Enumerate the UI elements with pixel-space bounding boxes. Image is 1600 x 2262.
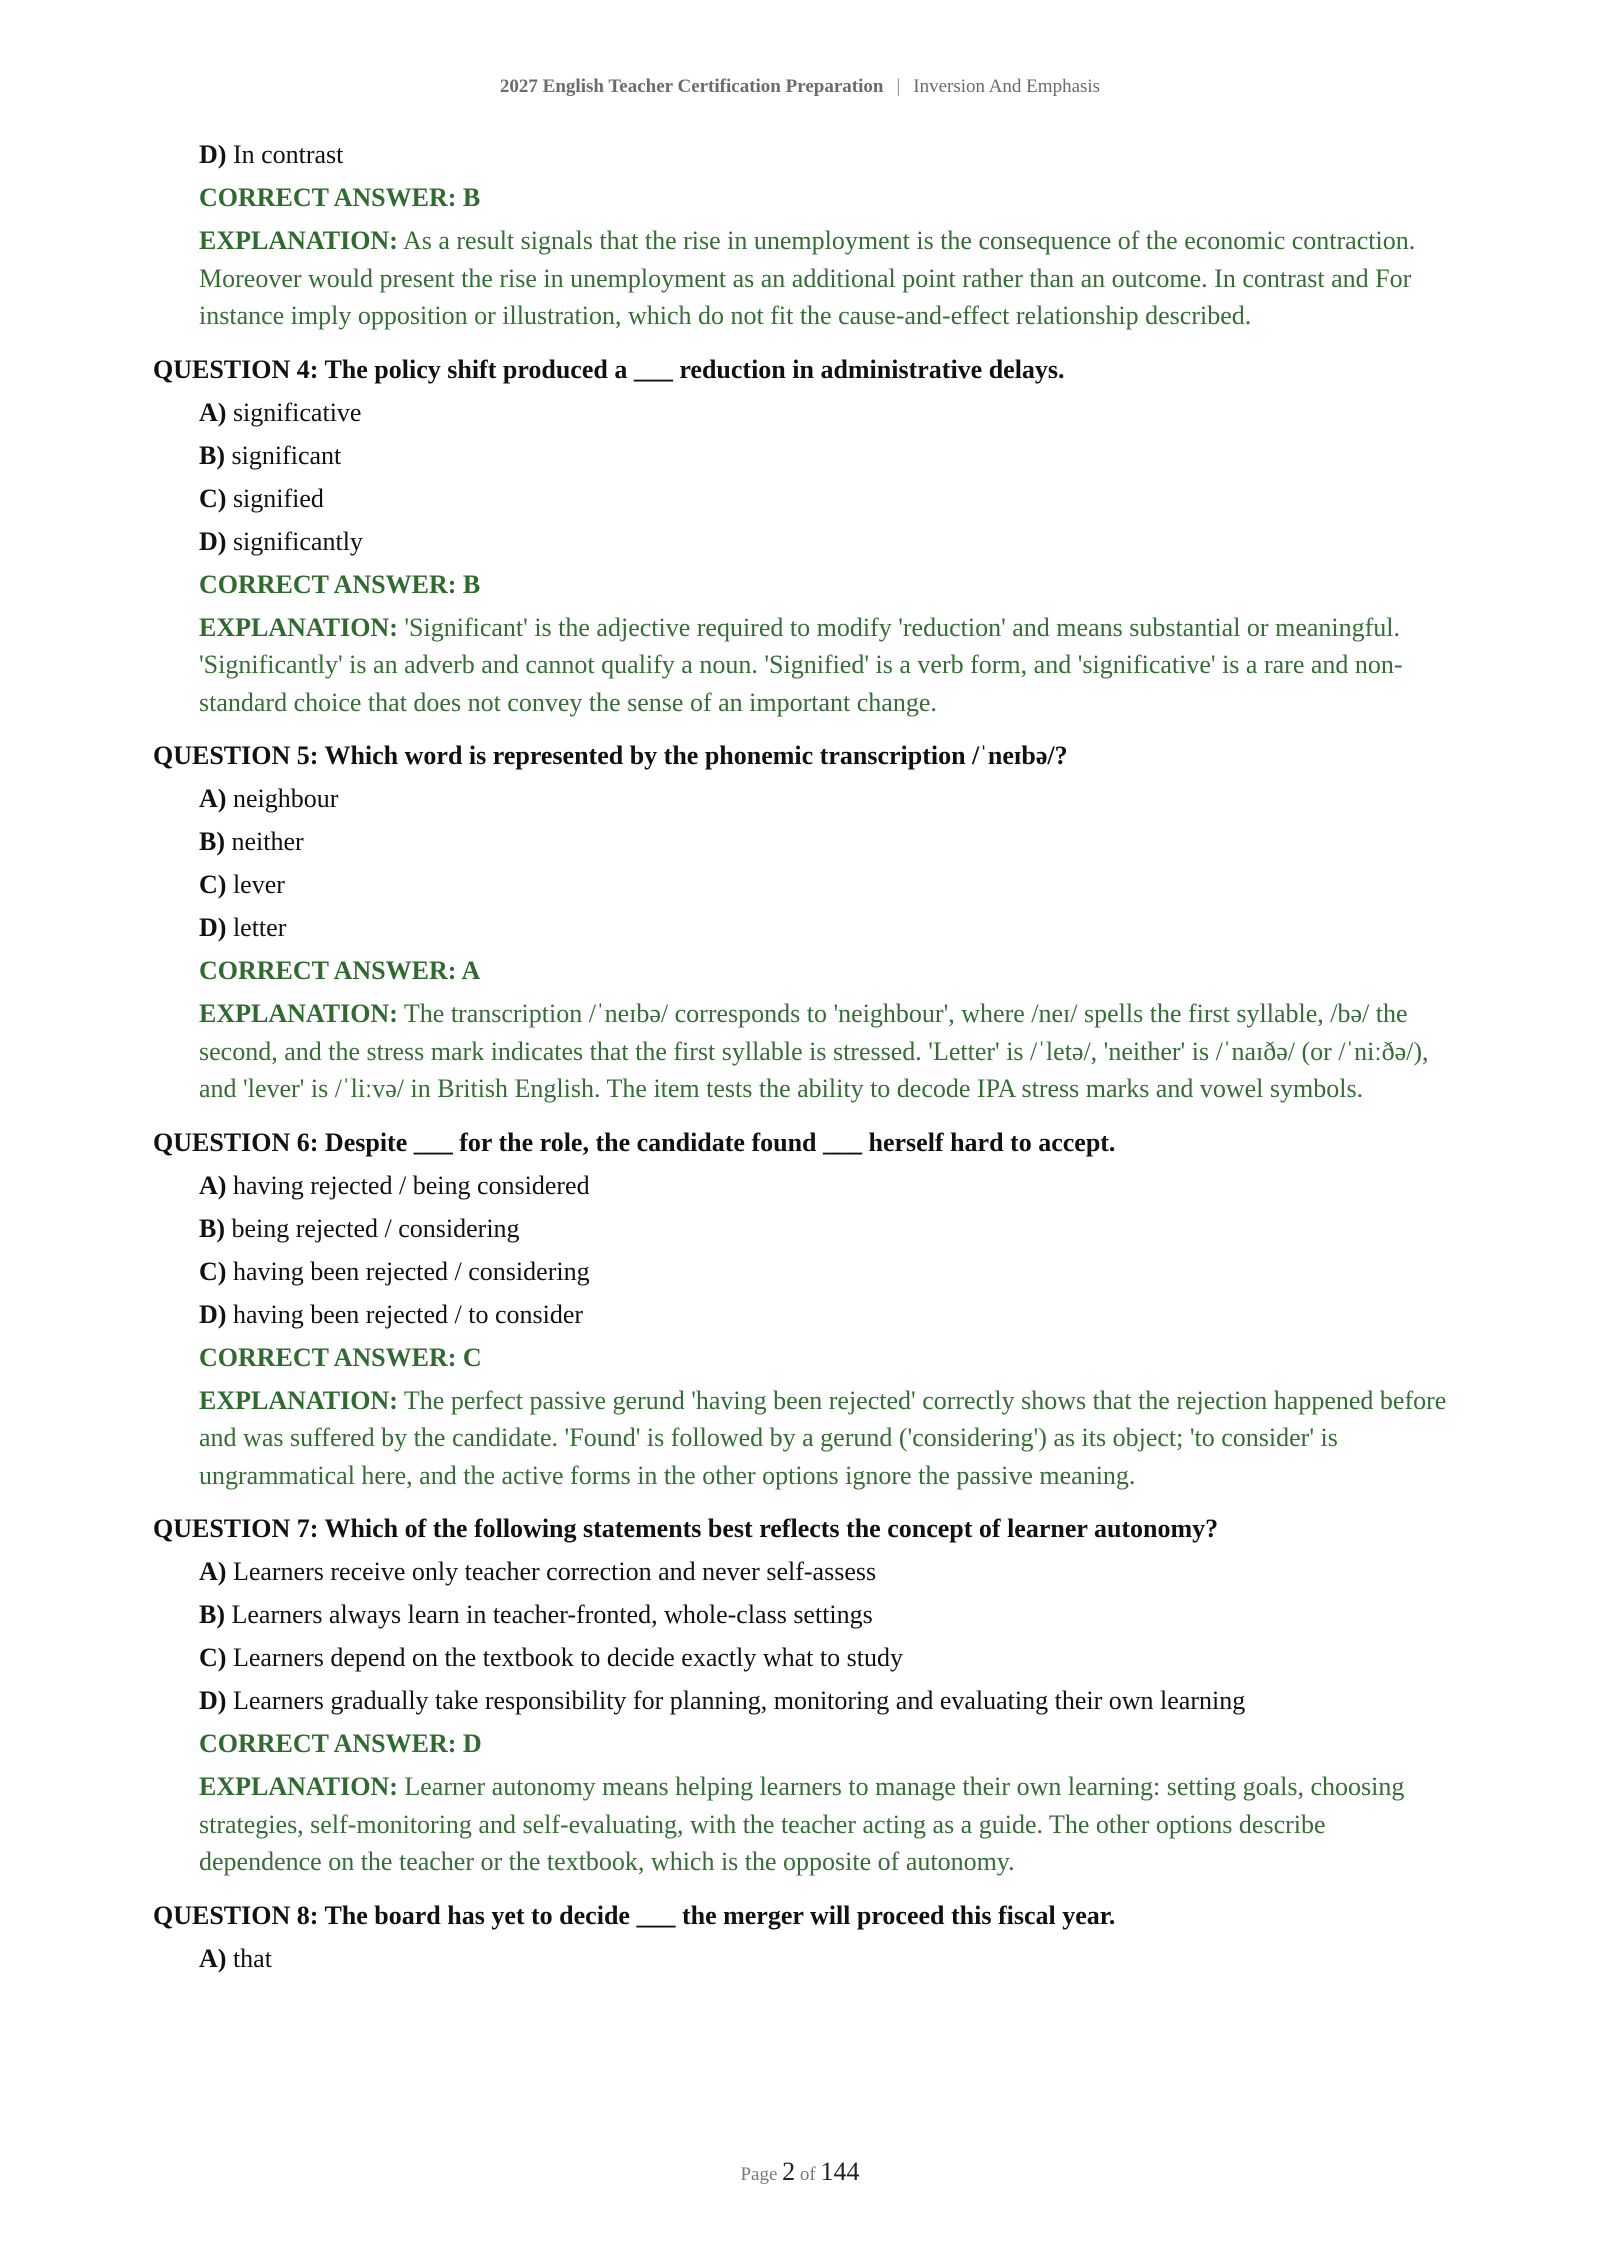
answer-option-d: [199, 136, 1453, 173]
question-stem: QUESTION 6: Despite ___ for the role, the candidate found ___ herself hard to accept.: [153, 1127, 1116, 1157]
answer-option-c: [199, 866, 1453, 903]
explanation-text: As a result signals that the rise in unemployment is the consequence of the economic contraction. Moreover would present the rise in unemployment as an additional point rather than an outcome. In contrast and For instance imply opposition or illustration, which do not fit the cause-and-effect relationship described.: [199, 226, 1416, 330]
answer-option-c: [199, 1253, 1453, 1290]
option-text: Learners gradually take responsibility for planning, monitoring and evaluating their own learning: [232, 1686, 1246, 1715]
option-letter: A): [199, 1170, 227, 1200]
question-block-7: [153, 1510, 1453, 1881]
option-letter: C): [199, 483, 227, 513]
option-text: having been rejected / considering: [232, 1256, 590, 1286]
page-footer: [0, 2157, 1600, 2187]
answer-option-b: [199, 823, 1453, 860]
correct-answer: CORRECT ANSWER: D: [199, 1729, 482, 1758]
option-text: Learners depend on the textbook to decide exactly what to study: [232, 1643, 903, 1672]
explanation-label: EXPLANATION:: [199, 226, 398, 255]
option-text: significantly: [232, 526, 363, 556]
answer-option-d: [199, 909, 1453, 946]
question-block-5: [153, 737, 1453, 1108]
answer-option-b: [199, 437, 1453, 474]
option-letter: D): [199, 1299, 227, 1329]
option-letter: A): [199, 397, 227, 427]
explanation: [199, 609, 1453, 722]
question-stem: QUESTION 8: The board has yet to decide ___ the merger will proceed this fiscal year.: [153, 1900, 1116, 1930]
option-text: signified: [232, 483, 324, 513]
answer-option-c: [199, 1639, 1453, 1676]
explanation-label: EXPLANATION:: [199, 999, 398, 1028]
explanation-label: EXPLANATION:: [199, 1385, 398, 1415]
option-text: significative: [232, 397, 362, 427]
section-title: Inversion And Emphasis: [913, 76, 1101, 97]
explanation: [199, 1382, 1453, 1495]
option-text: having been rejected / to consider: [232, 1299, 584, 1329]
explanation-label: EXPLANATION:: [199, 612, 398, 642]
correct-answer: CORRECT ANSWER: B: [199, 183, 481, 212]
explanation: [199, 1768, 1453, 1881]
option-text: that: [232, 1943, 272, 1973]
option-letter: B): [199, 440, 225, 470]
correct-answer: CORRECT ANSWER: A: [199, 956, 481, 985]
explanation-text: The transcription /ˈneɪbə/ corresponds to 'neighbour', where /neɪ/ spells the first syllable, /bə/ the second, and the stress mark indicates that the first syllable is stressed. 'Letter' is /ˈletə/, 'neither' is /ˈnaɪðə/ (or /ˈniːðə/), and 'lever' is /ˈliːvə/ in British English. The item tests the ability to decode IPA stress marks and vowel symbols.: [199, 999, 1429, 1103]
answer-option-a: [199, 394, 1453, 431]
option-letter: A): [199, 1557, 227, 1586]
carryover-question-block: [153, 136, 1453, 335]
option-text: having rejected / being considered: [232, 1170, 590, 1200]
explanation-text: 'Significant' is the adjective required to modify 'reduction' and means substantial or meaningful. 'Significantly' is an adverb and cannot qualify a noun. 'Signified' is a verb form, and 'significative' is a rare and non-standard choice that does not convey the sense of an important change.: [199, 612, 1403, 717]
option-letter: D): [199, 1686, 227, 1715]
answer-option-c: [199, 480, 1453, 517]
option-text: being rejected / considering: [231, 1213, 520, 1243]
explanation-label: EXPLANATION:: [199, 1772, 398, 1801]
document-title: 2027 English Teacher Certification Preparation: [499, 76, 884, 97]
option-text: neighbour: [232, 784, 339, 813]
option-letter: D): [199, 913, 227, 942]
option-text: Learners receive only teacher correction and never self-assess: [232, 1557, 877, 1586]
question-block-8: [153, 1897, 1453, 1977]
answer-option-d: [199, 1682, 1453, 1719]
question-stem: QUESTION 5: Which word is represented by the phonemic transcription /ˈneɪbə/?: [153, 741, 1068, 770]
option-text: letter: [232, 913, 287, 942]
question-stem: QUESTION 4: The policy shift produced a ___ reduction in administrative delays.: [153, 354, 1065, 384]
question-block-6: [153, 1124, 1453, 1495]
question-stem: QUESTION 7: Which of the following statements best reflects the concept of learner autonomy?: [153, 1514, 1219, 1543]
explanation-text: Learner autonomy means helping learners to manage their own learning: setting goals, choosing strategies, self-monitoring and self-evaluating, with the teacher acting as a guide. The other options describe dependence on the teacher or the textbook, which is the opposite of autonomy.: [199, 1772, 1405, 1876]
option-letter: C): [199, 1256, 227, 1286]
explanation: [199, 995, 1453, 1108]
answer-option-a: [199, 1553, 1453, 1590]
option-text: Learners always learn in teacher-fronted, whole-class settings: [231, 1600, 873, 1629]
option-letter: B): [199, 827, 225, 856]
explanation-text: The perfect passive gerund 'having been rejected' correctly shows that the rejection happened before and was suffered by the candidate. 'Found' is followed by a gerund ('considering') as its object; 'to consider' is ungrammatical here, and the active forms in the other options ignore the passive meaning.: [199, 1385, 1447, 1490]
answer-option-b: [199, 1596, 1453, 1633]
option-text: In contrast: [232, 140, 344, 169]
answer-option-b: [199, 1210, 1453, 1247]
page-word: Page: [740, 2164, 778, 2185]
option-letter: C): [199, 1643, 227, 1672]
option-letter: D): [199, 526, 227, 556]
answer-option-a: [199, 780, 1453, 817]
option-letter: A): [199, 1943, 227, 1973]
answer-option-a: [199, 1940, 1453, 1977]
running-header: [0, 76, 1600, 98]
correct-answer: CORRECT ANSWER: B: [199, 569, 481, 599]
question-block-4: [153, 351, 1453, 722]
question-content: [153, 136, 1453, 1983]
page-number: 2: [782, 2157, 796, 2186]
option-text: significant: [231, 440, 342, 470]
option-letter: C): [199, 870, 227, 899]
total-pages: 144: [820, 2157, 860, 2186]
option-letter: A): [199, 784, 227, 813]
answer-option-d: [199, 1296, 1453, 1333]
answer-option-d: [199, 523, 1453, 560]
option-text: lever: [232, 870, 285, 899]
option-letter: B): [199, 1213, 225, 1243]
option-letter: D): [199, 140, 227, 169]
option-text: neither: [231, 827, 304, 856]
header-separator: |: [896, 76, 901, 97]
answer-option-a: [199, 1167, 1453, 1204]
explanation: [199, 222, 1453, 335]
correct-answer: CORRECT ANSWER: C: [199, 1342, 482, 1372]
of-word: of: [799, 2164, 816, 2185]
option-letter: B): [199, 1600, 225, 1629]
